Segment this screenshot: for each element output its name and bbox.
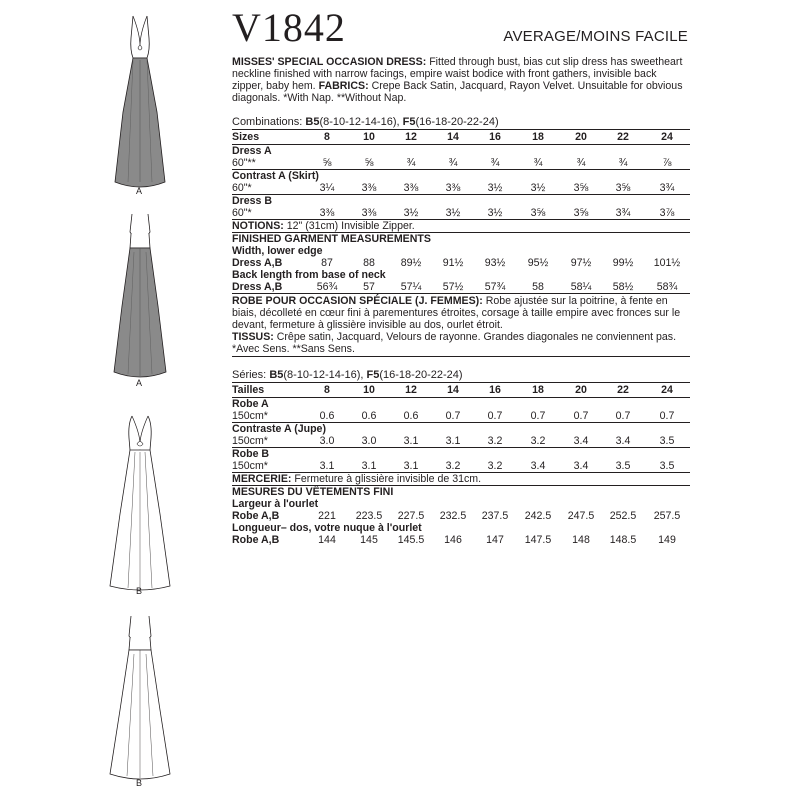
table-cell: 146: [444, 534, 462, 546]
table-cell: 3⅜: [319, 207, 335, 219]
size-cell: 8: [306, 130, 348, 145]
table-cell: 3½: [516, 182, 560, 195]
table-cell: 57: [363, 281, 375, 293]
fabrics-label: TISSUS:: [232, 331, 274, 343]
dress-b-front-sketch: [98, 414, 182, 594]
table-cell: 147: [486, 534, 504, 546]
table-cell: 147.5: [524, 534, 552, 546]
size-cell: 24: [644, 130, 690, 145]
table-cell: 3¼: [306, 182, 348, 195]
size-cell: 8: [306, 383, 348, 398]
notions-row: [232, 220, 690, 233]
table-cell: 56¾: [316, 281, 338, 293]
table-cell: 0.6: [390, 410, 432, 423]
table-row: [232, 534, 690, 546]
table-row: [232, 220, 690, 233]
table-cell: ¾: [560, 157, 602, 170]
series-label: Séries:: [232, 369, 267, 381]
table-cell: 93½: [484, 257, 506, 269]
description-body: Fitted through bust, bias cut slip dress has sweetheart neckline finished with narrow facings, empire waist bodice with front gathers, invisible back zipper, baby hem.: [232, 56, 683, 92]
sizes-header-row: [232, 130, 690, 145]
table-cell: 89½: [400, 257, 422, 269]
table-cell: 237.5: [481, 510, 509, 522]
table-cell: 3½: [445, 207, 461, 219]
row-title: Robe B: [232, 448, 270, 460]
table-cell: 3.5: [644, 435, 690, 448]
table-cell: 145.5: [397, 534, 425, 546]
table-cell: 3.2: [487, 460, 503, 472]
difficulty-level: AVERAGE/MOINS FACILE: [503, 28, 688, 45]
combo-b5-sizes: (8-10-12-14-16),: [283, 369, 364, 381]
table-cell: 3.4: [530, 460, 546, 472]
table-cell: 0.6: [306, 410, 348, 423]
table-cell: 257.5: [653, 510, 681, 522]
table-cell: 148: [572, 534, 590, 546]
table-cell: ¾: [602, 157, 644, 170]
combinations-line: [232, 115, 690, 129]
size-cell: 10: [348, 383, 390, 398]
combo-f5: F5: [366, 369, 380, 381]
table-cell: 87: [321, 257, 333, 269]
table-row: [232, 410, 690, 423]
size-cell: 12: [390, 383, 432, 398]
sketch-label-a-front: A: [136, 186, 143, 196]
row-unit: 150cm*: [232, 410, 306, 423]
size-cell: 14: [432, 130, 474, 145]
table-cell: 145: [360, 534, 378, 546]
row-title: Robe A: [232, 398, 269, 410]
table-cell: 144: [318, 534, 336, 546]
table-row: [232, 257, 690, 269]
notions-label: MERCERIE:: [232, 473, 292, 485]
row-title: Contraste A (Jupe): [232, 423, 326, 435]
size-cell: 22: [602, 130, 644, 145]
table-cell: 3.4: [560, 435, 602, 448]
table-cell: 3.1: [361, 460, 377, 472]
table-cell: 58¾: [656, 281, 678, 293]
pattern-number: V1842: [232, 5, 346, 50]
row-label: Dress A,B: [232, 257, 283, 269]
sizes-header-row: [232, 383, 690, 398]
table-cell: 91½: [442, 257, 464, 269]
notions-row: [232, 473, 690, 486]
table-row: [232, 195, 690, 208]
table-row: [232, 473, 690, 486]
table-cell: 58½: [612, 281, 634, 293]
combo-b5: B5: [305, 116, 320, 128]
table-cell: 3⅝: [530, 207, 546, 219]
fabrics-body: Crêpe satin, Jacquard, Velours de rayonne. Grandes diagonales ne conviennent pas. *Avec Sens. **Sans Sens.: [232, 331, 677, 355]
row-title: Contrast A (Skirt): [232, 170, 319, 182]
table-cell: 3⅜: [348, 182, 390, 195]
row-unit: 60"*: [232, 207, 252, 219]
table-cell: 223.5: [355, 510, 383, 522]
table-row: [232, 486, 690, 499]
notions-body: Fermeture à glissière invisible de 31cm.: [294, 473, 482, 485]
table-row: [232, 269, 690, 281]
fabrics-label: FABRICS:: [318, 80, 369, 92]
table-cell: 3¾: [615, 207, 631, 219]
description-body: Robe ajustée sur la poitrine, à fente en biais, décolleté en cœur fini à parementures étroites, corsage à taille empire avec fronces sur le devant, fermeture à glissière invisible au dos, ourlet étroit.: [232, 295, 681, 331]
table-cell: 3.1: [319, 460, 335, 472]
table-cell: ¾: [516, 157, 560, 170]
table-cell: ¾: [432, 157, 474, 170]
width-title: Largeur à l'ourlet: [232, 498, 319, 510]
row-title: Dress B: [232, 195, 273, 207]
table-cell: 99½: [612, 257, 634, 269]
table-cell: 232.5: [439, 510, 467, 522]
sizes-label: Tailles: [232, 383, 306, 398]
table-row: [232, 157, 690, 170]
table-row: [232, 145, 690, 158]
french-yardage-table: [232, 382, 690, 546]
table-row: [232, 435, 690, 448]
table-cell: 3⅞: [659, 207, 675, 219]
description-title: MISSES' SPECIAL OCCASION DRESS:: [232, 56, 427, 68]
table-cell: ⅝: [306, 157, 348, 170]
table-cell: 3⅜: [361, 207, 377, 219]
size-cell: 20: [560, 383, 602, 398]
table-row: [232, 233, 690, 246]
row-unit: 150cm*: [232, 460, 268, 472]
combo-f5: F5: [402, 116, 416, 128]
row-label: Dress A,B: [232, 281, 283, 293]
table-cell: 3½: [474, 182, 516, 195]
combo-f5-sizes: (16-18-20-22-24): [415, 116, 499, 128]
table-row: [232, 448, 690, 461]
size-cell: 24: [644, 383, 690, 398]
table-cell: 0.7: [432, 410, 474, 423]
sketch-label-b-front: B: [136, 586, 143, 596]
table-cell: ⅞: [644, 157, 690, 170]
table-row: [232, 460, 690, 473]
english-description: [232, 56, 690, 104]
table-cell: 58: [532, 281, 544, 293]
table-cell: 148.5: [609, 534, 637, 546]
length-title: Longueur– dos, votre nuque à l'ourlet: [232, 522, 422, 534]
table-cell: 0.7: [602, 410, 644, 423]
table-row: [232, 423, 690, 436]
size-cell: 18: [516, 130, 560, 145]
table-cell: 58¼: [570, 281, 592, 293]
table-cell: 3.1: [432, 435, 474, 448]
table-cell: 3⅜: [390, 182, 432, 195]
table-cell: 0.7: [474, 410, 516, 423]
table-cell: 3¾: [644, 182, 690, 195]
instructions-content: [232, 56, 690, 546]
row-unit: 60"*: [232, 182, 306, 195]
table-cell: 3.2: [516, 435, 560, 448]
table-cell: 3⅝: [573, 207, 589, 219]
combinations-label: Combinations:: [232, 116, 303, 128]
french-description: [232, 293, 690, 357]
table-cell: 0.7: [516, 410, 560, 423]
table-cell: 3½: [487, 207, 503, 219]
table-cell: 88: [363, 257, 375, 269]
notions-body: 12" (31cm) Invisible Zipper.: [286, 220, 415, 232]
table-cell: 0.7: [560, 410, 602, 423]
combo-f5-sizes: (16-18-20-22-24): [379, 369, 463, 381]
size-cell: 16: [474, 383, 516, 398]
dress-b-back-sketch: [98, 614, 182, 784]
table-cell: 3.2: [445, 460, 461, 472]
table-row: [232, 170, 690, 183]
table-cell: 57¾: [484, 281, 506, 293]
table-cell: 3.1: [403, 460, 419, 472]
sketch-label-b-back: B: [136, 778, 143, 788]
table-cell: 3.1: [390, 435, 432, 448]
table-row: [232, 182, 690, 195]
table-cell: 242.5: [524, 510, 552, 522]
table-row: [232, 281, 690, 293]
table-cell: 3.0: [348, 435, 390, 448]
technical-sketches: [0, 0, 228, 800]
fabrics-body: Crepe Back Satin, Jacquard, Rayon Velvet. Unsuitable for obvious diagonals. *With Nap. **Without Nap.: [232, 80, 683, 104]
table-cell: 3½: [403, 207, 419, 219]
table-cell: 247.5: [567, 510, 595, 522]
size-cell: 14: [432, 383, 474, 398]
length-title: Back length from base of neck: [232, 269, 386, 281]
size-cell: 18: [516, 383, 560, 398]
table-cell: 3.4: [573, 460, 589, 472]
combo-b5-sizes: (8-10-12-14-16),: [319, 116, 400, 128]
sizes-label: Sizes: [232, 130, 306, 145]
table-cell: 0.7: [644, 410, 690, 423]
size-cell: 20: [560, 130, 602, 145]
combo-b5: B5: [269, 369, 284, 381]
table-cell: 3.5: [659, 460, 675, 472]
row-title: Dress A: [232, 145, 272, 157]
table-cell: 252.5: [609, 510, 637, 522]
table-row: [232, 245, 690, 257]
notions-label: NOTIONS:: [232, 220, 284, 232]
table-cell: 3.4: [602, 435, 644, 448]
description-title: ROBE POUR OCCASION SPÉCIALE (J. FEMMES):: [232, 295, 483, 307]
table-cell: 227.5: [397, 510, 425, 522]
width-title: Width, lower edge: [232, 245, 323, 257]
dress-a-front-sketch: [100, 14, 180, 200]
table-cell: 57½: [442, 281, 464, 293]
dress-a-back-sketch: [100, 212, 180, 382]
table-cell: 3⅝: [602, 182, 644, 195]
table-cell: 3.0: [306, 435, 348, 448]
table-cell: ¾: [474, 157, 516, 170]
table-cell: 0.6: [348, 410, 390, 423]
table-cell: 3⅜: [432, 182, 474, 195]
page-header: [232, 5, 792, 50]
table-cell: 149: [658, 534, 676, 546]
size-cell: 10: [348, 130, 390, 145]
row-unit: 60"**: [232, 157, 306, 170]
finished-title: FINISHED GARMENT MEASUREMENTS: [232, 233, 690, 246]
table-row: [232, 398, 690, 411]
table-row: [232, 498, 690, 510]
size-cell: 22: [602, 383, 644, 398]
table-cell: 101½: [653, 257, 681, 269]
table-cell: 221: [318, 510, 336, 522]
table-cell: ¾: [390, 157, 432, 170]
finished-title: MESURES DU VÊTEMENTS FINI: [232, 486, 690, 499]
table-cell: 3⅝: [560, 182, 602, 195]
table-cell: 57¼: [400, 281, 422, 293]
table-cell: 3.2: [474, 435, 516, 448]
row-label: Robe A,B: [232, 510, 280, 522]
size-cell: 12: [390, 130, 432, 145]
size-cell: 16: [474, 130, 516, 145]
table-cell: 97½: [570, 257, 592, 269]
table-cell: 95½: [527, 257, 549, 269]
row-label: Robe A,B: [232, 534, 280, 546]
table-cell: 3.5: [615, 460, 631, 472]
table-cell: ⅝: [348, 157, 390, 170]
english-yardage-table: [232, 129, 690, 293]
row-unit: 150cm*: [232, 435, 306, 448]
table-row: [232, 207, 690, 220]
sketch-label-a-back: A: [136, 378, 143, 388]
table-row: [232, 510, 690, 522]
table-row: [232, 522, 690, 534]
series-line: [232, 368, 690, 382]
